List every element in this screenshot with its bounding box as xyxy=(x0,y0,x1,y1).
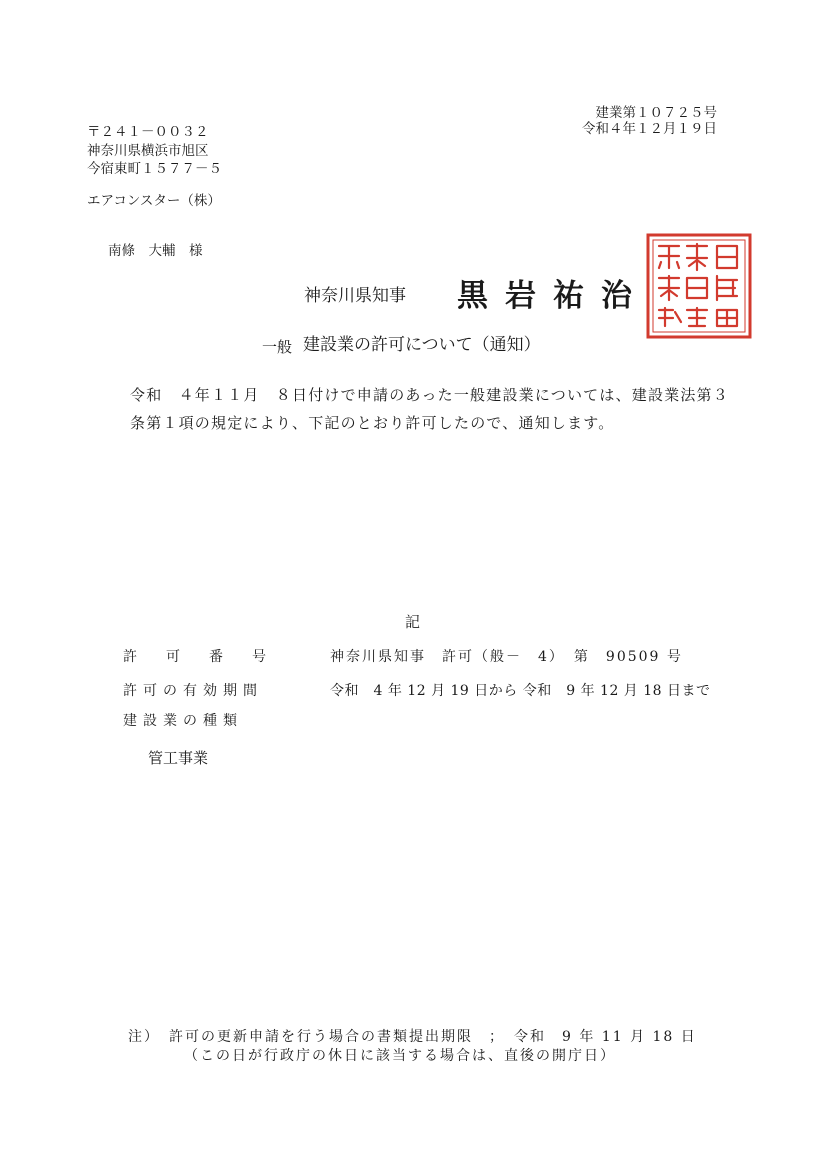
subject-title: 建設業の許可について（通知） xyxy=(303,335,541,355)
value-permit-number: 神奈川県知事 許可（般－ 4） 第 90509 号 xyxy=(330,649,683,665)
recipient-name: 南條 大輔 様 xyxy=(108,243,203,259)
address-line-2: 今宿東町１５７７－５ xyxy=(87,161,222,177)
company-name: エアコンスター（株） xyxy=(87,193,221,209)
official-seal xyxy=(645,232,753,340)
note-line-1: 注） 許可の更新申請を行う場合の書類提出期限 ； 令和 9 年 11 月 18 日 xyxy=(128,1029,697,1045)
record-heading: 記 xyxy=(405,613,421,631)
trade-type: 管工事業 xyxy=(148,749,209,767)
document-date: 令和４年１２月１９日 xyxy=(582,121,717,137)
issuer-name: 黒岩祐治 xyxy=(457,278,649,314)
label-permit-number: 許可番号 xyxy=(123,649,295,665)
label-business-type: 建設業の種類 xyxy=(123,713,243,729)
subject-prefix: 一般 xyxy=(262,338,293,356)
value-validity-period: 令和 4 年 12 月 19 日から 令和 9 年 12 月 18 日まで xyxy=(330,683,711,699)
note-line-2: （この日が行政庁の休日に該当する場合は、直後の開庁日） xyxy=(184,1048,616,1064)
document-number: 建業第１０７２５号 xyxy=(595,105,717,121)
issuer-title: 神奈川県知事 xyxy=(304,286,406,306)
postal-code: 〒２４１－００３２ xyxy=(87,124,209,140)
address-line-1: 神奈川県横浜市旭区 xyxy=(87,143,209,159)
label-validity-period: 許可の有効期間 xyxy=(123,683,263,699)
body-paragraph: 令和 ４年１１月 ８日付けで申請のあった一般建設業については、建設業法第３条第１項の規定により、下記のとおり許可したので、通知します。 xyxy=(130,386,729,432)
